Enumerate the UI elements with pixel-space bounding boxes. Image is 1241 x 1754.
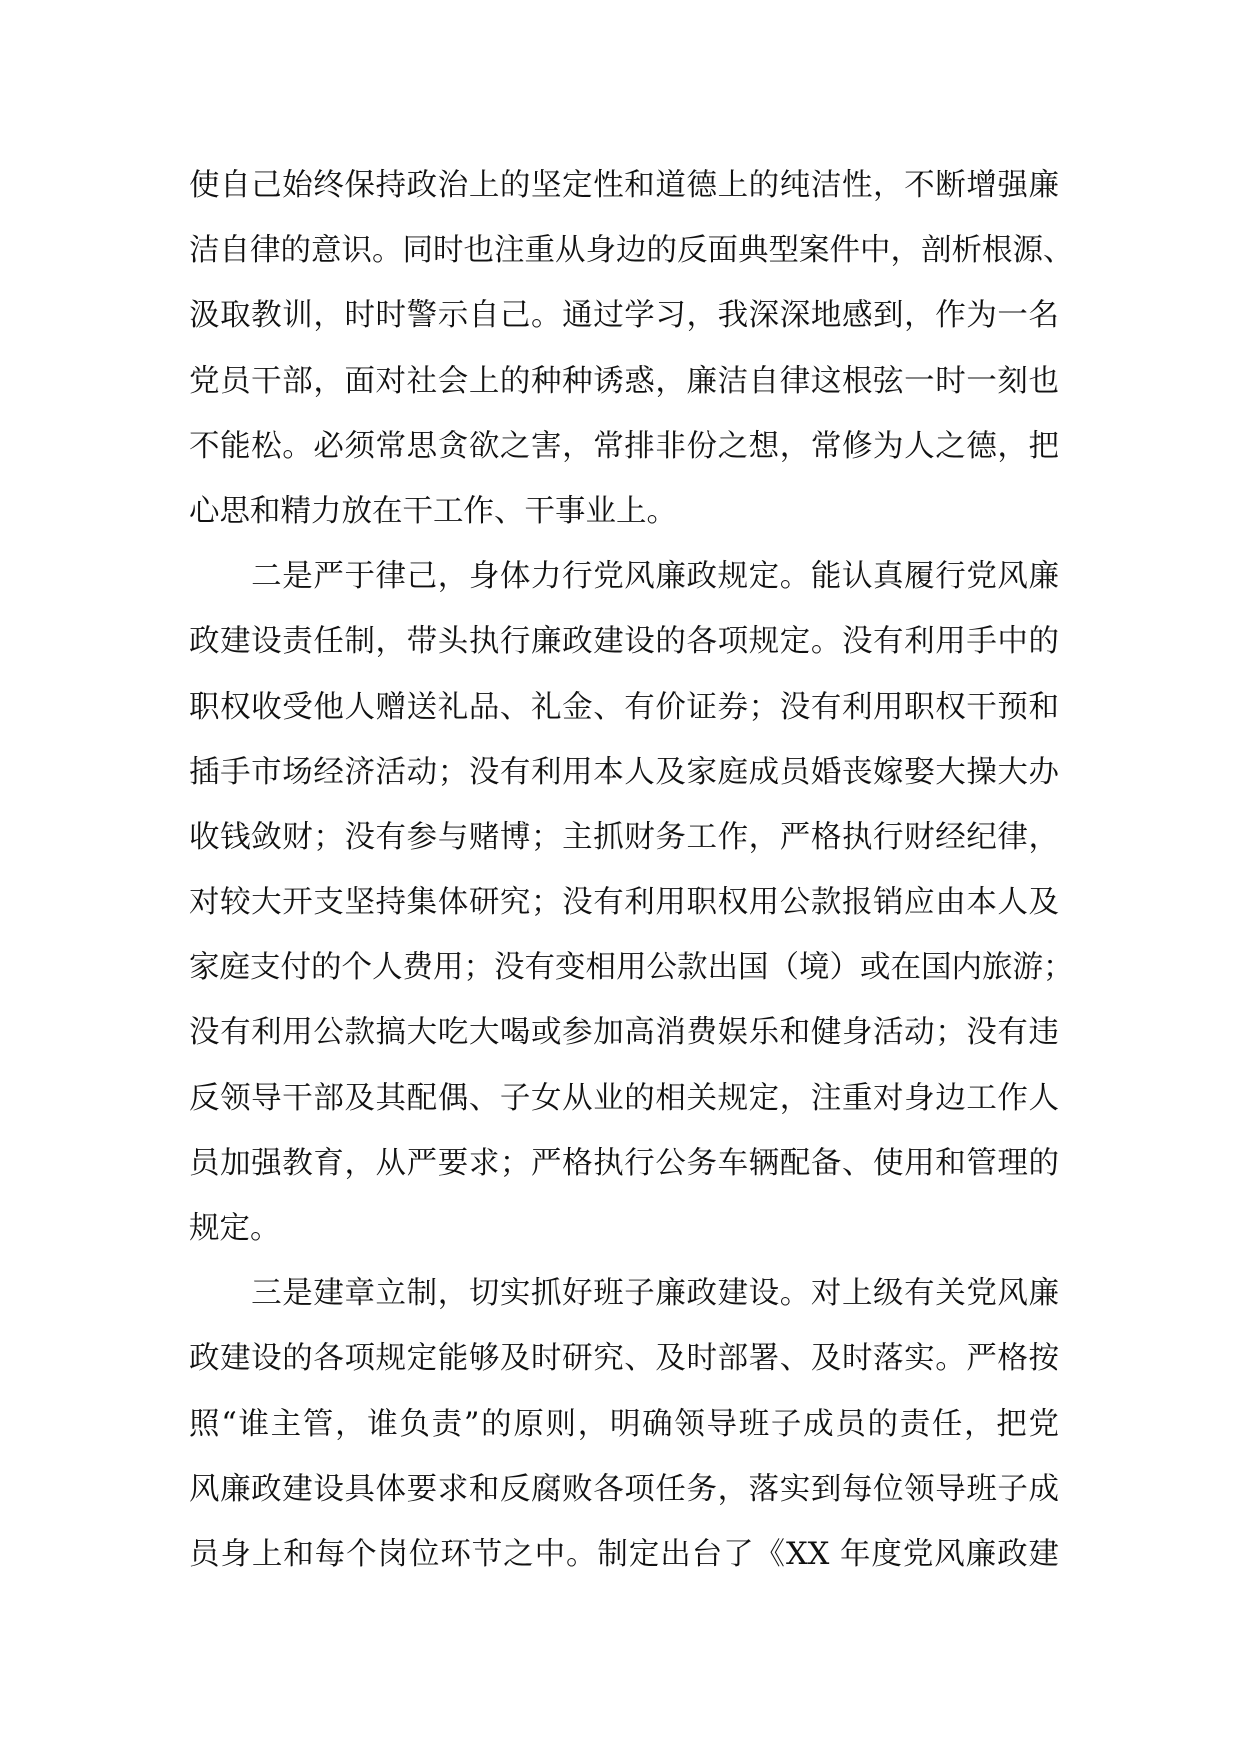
text-line: 照“谁主管，谁负责”的原则，明确领导班子成员的责任，把党 bbox=[189, 1406, 1059, 1442]
paragraph-3 bbox=[189, 1264, 1059, 1590]
text-line: 汲取教训，时时警示自己。通过学习，我深深地感到，作为一名 bbox=[189, 298, 1059, 334]
text-line: 不能松。必须常思贪欲之害，常排非份之想，常修为人之德，把 bbox=[189, 428, 1059, 464]
text-line: 员加强教育，从严要求；严格执行公务车辆配备、使用和管理的 bbox=[189, 1145, 1059, 1181]
text-line: 家庭支付的个人费用；没有变相用公款出国（境）或在国内旅游； bbox=[189, 950, 1074, 986]
text-line: 政建设责任制，带头执行廉政建设的各项规定。没有利用手中的 bbox=[189, 624, 1059, 660]
text-line: 洁自律的意识。同时也注重从身边的反面典型案件中，剖析根源、 bbox=[189, 233, 1074, 269]
text-line: 政建设的各项规定能够及时研究、及时部署、及时落实。严格按 bbox=[189, 1341, 1059, 1377]
text-line: 反领导干部及其配偶、子女从业的相关规定，注重对身边工作人 bbox=[189, 1080, 1059, 1116]
text-line: 收钱敛财；没有参与赌博；主抓财务工作，严格执行财经纪律， bbox=[189, 819, 1059, 855]
text-line: 三是建章立制，切实抓好班子廉政建设。对上级有关党风廉 bbox=[189, 1276, 1059, 1312]
text-line: 没有利用公款搞大吃大喝或参加高消费娱乐和健身活动；没有违 bbox=[189, 1015, 1059, 1051]
paragraph-2 bbox=[189, 547, 1074, 1264]
text-line: 员身上和每个岗位环节之中。制定出台了《XX 年度党风廉政建 bbox=[189, 1536, 1059, 1572]
text-line: 插手市场经济活动；没有利用本人及家庭成员婚丧嫁娶大操大办 bbox=[189, 754, 1059, 790]
text-line: 使自己始终保持政治上的坚定性和道德上的纯洁性，不断增强廉 bbox=[189, 168, 1059, 203]
body-text bbox=[189, 156, 1074, 1590]
text-line: 二是严于律己，身体力行党风廉政规定。能认真履行党风廉 bbox=[189, 559, 1059, 595]
text-line: 心思和精力放在干工作、干事业上。 bbox=[189, 493, 677, 529]
paragraph-1 bbox=[189, 156, 1074, 547]
text-line: 对较大开支坚持集体研究；没有利用职权用公款报销应由本人及 bbox=[189, 885, 1059, 921]
text-line: 职权收受他人赠送礼品、礼金、有价证券；没有利用职权干预和 bbox=[189, 689, 1059, 725]
text-line: 规定。 bbox=[189, 1211, 281, 1246]
text-line: 风廉政建设具体要求和反腐败各项任务，落实到每位领导班子成 bbox=[189, 1471, 1059, 1507]
text-line: 党员干部，面对社会上的种种诱惑，廉洁自律这根弦一时一刻也 bbox=[189, 363, 1059, 399]
